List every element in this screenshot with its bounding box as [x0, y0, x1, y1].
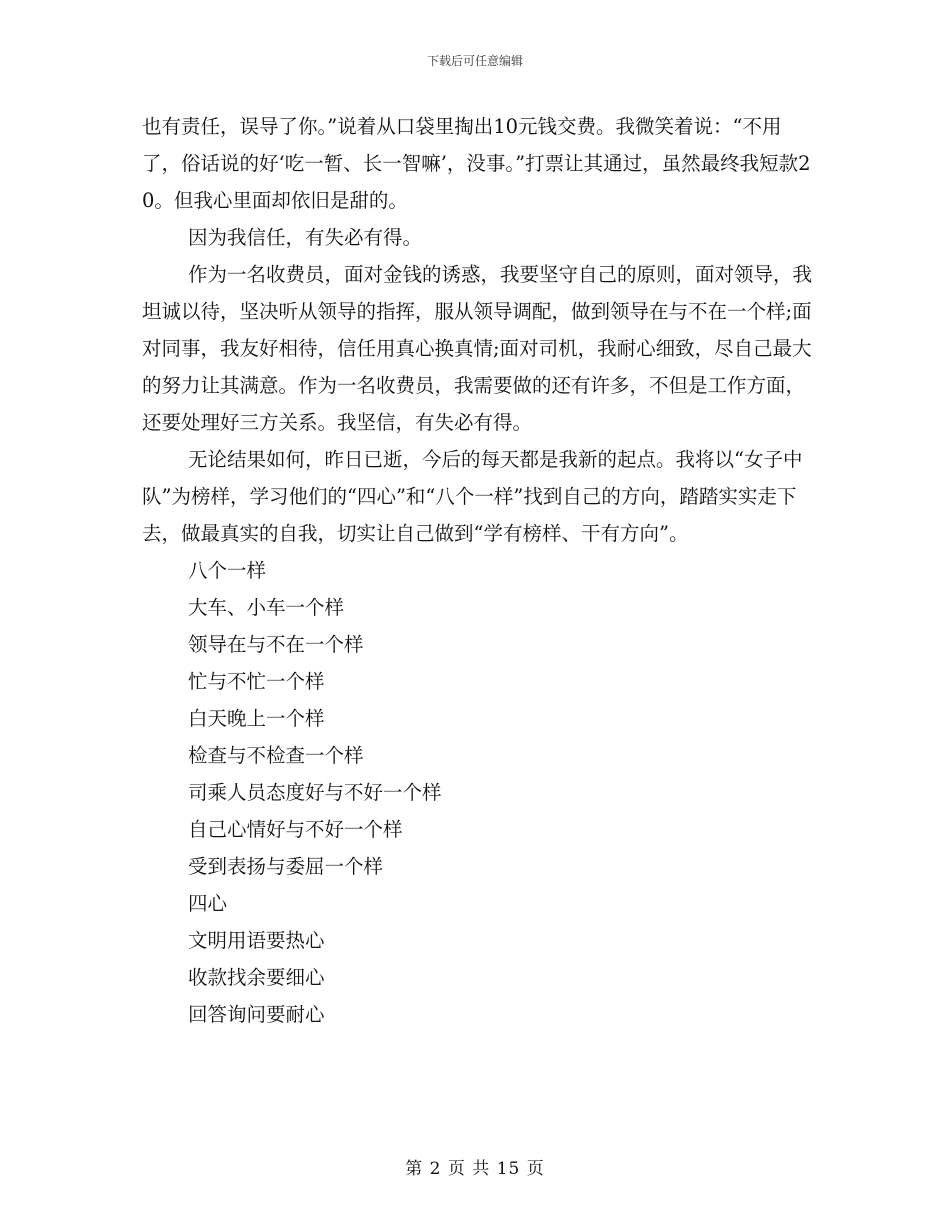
paragraph-trust: 因为我信任，有失必有得。 — [188, 226, 423, 249]
list-item: 白天晚上一个样 — [188, 707, 325, 730]
paragraph-continuation: 也有责任，误导了你。”说着从口袋里掏出10元钱交费。我微笑着说：“不用了，俗话说的好‘吃一暂、长一智嘛’，没事。”打票让其通过，虽然最终我短款20。但我心里面却依旧是甜的。 — [142, 115, 811, 212]
list-item: 大车、小车一个样 — [188, 596, 345, 619]
list-item: 忙与不忙一个样 — [188, 670, 325, 693]
list-item: 受到表扬与委屈一个样 — [188, 855, 384, 878]
document-body — [142, 108, 812, 1033]
list-item: 回答询问要耐心 — [188, 1003, 325, 1026]
paragraph-role: 作为一名收费员，面对金钱的诱惑，我要坚守自己的原则，面对领导，我坦诚以待，坚决听从领导的指挥，服从领导调配，做到领导在与不在一个样;面对同事，我友好相待，信任用真心换真情;面对司机，我耐心细致，尽自己最大的努力让其满意。作为一名收费员，我需要做的还有许多，不但是工作方面，还要处理好三方关系。我坚信，有失必有得。 — [142, 263, 813, 434]
list-item: 自己心情好与不好一个样 — [188, 818, 403, 841]
list-item: 司乘人员态度好与不好一个样 — [188, 781, 442, 804]
paragraph-goal: 无论结果如何，昨日已逝，今后的每天都是我新的起点。我将以“女子中队”为榜样，学习他们的“四心”和“八个一样”找到自己的方向，踏踏实实走下去，做最真实的自我，切实让自己做到“学有榜样、干有方向”。 — [142, 448, 803, 545]
page-number: 第 2 页 共 15 页 — [405, 1159, 545, 1179]
page-header: 下载后可任意编辑 — [426, 54, 523, 68]
list-item: 领导在与不在一个样 — [188, 633, 364, 656]
list-heading-eight: 八个一样 — [188, 559, 267, 582]
list-item: 检查与不检查一个样 — [188, 744, 364, 767]
list-heading-four: 四心 — [188, 892, 228, 915]
list-item: 收款找余要细心 — [188, 966, 325, 989]
list-item: 文明用语要热心 — [188, 929, 325, 952]
list-items — [142, 552, 812, 1033]
